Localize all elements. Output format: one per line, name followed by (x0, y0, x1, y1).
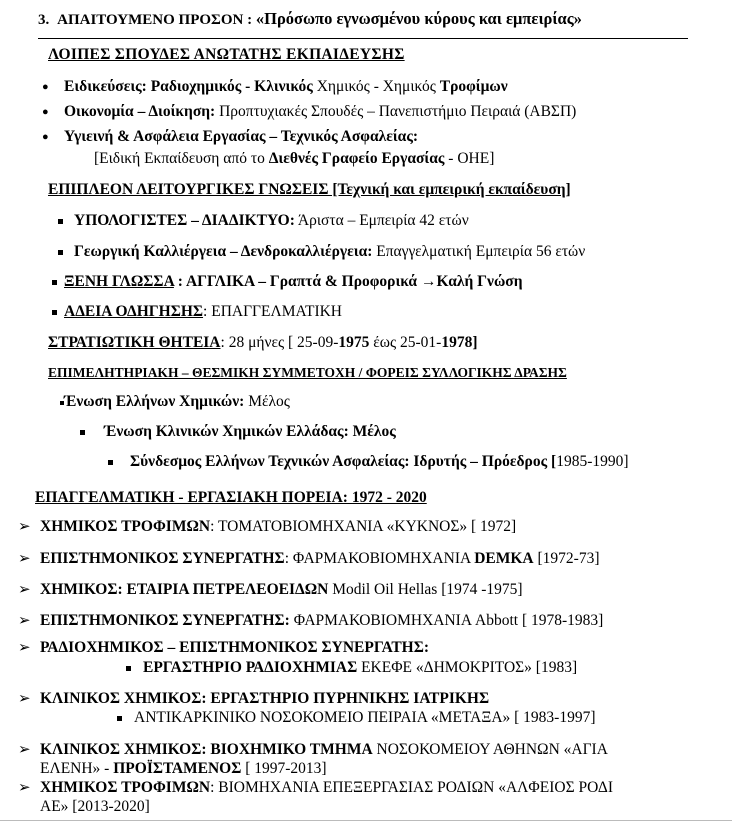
square-bullet-icon (108, 460, 113, 465)
square-bullet-icon (52, 280, 57, 285)
studies-heading: ΛΟΙΠΕΣ ΣΠΟΥΔΕΣ ΑΝΩΤΑΤΗΣ ΕΚΠΑΙΔΕΥΣΗΣ (48, 46, 405, 63)
career-item: ΧΗΜΙΚΟΣ: ΕΤΑΙΡΙΑ ΠΕΤΡΕΛΕΟΕΙΔΩΝ Modil Oil Hellas [1974 -1975] (40, 581, 523, 598)
assoc-item: Ένωση Κλινικών Χημικών Ελλάδας: Μέλος (104, 423, 396, 440)
square-bullet-icon (52, 310, 57, 315)
bullet-icon: ● (42, 106, 49, 118)
arrowhead-bullet-icon: ➢ (18, 582, 31, 598)
square-bullet-icon (126, 666, 131, 671)
skills-item: ΑΔΕΙΑ ΟΔΗΓΗΣΗΣ: ΕΠΑΓΓΕΛΜΑΤΙΚΗ (64, 303, 343, 320)
studies-item: Οικονομία – Διοίκηση: Προπτυχιακές Σπουδές – Πανεπιστήμιο Πειραιά (ΑΒΣΠ) (64, 103, 577, 120)
arrowhead-bullet-icon: ➢ (18, 780, 31, 796)
studies-note: [Ειδική Εκπαίδευση από το Διεθνές Γραφείο Εργασίας - ΟΗΕ] (94, 150, 495, 167)
career-item: ΕΠΙΣΤΗΜΟΝΙΚΟΣ ΣΥΝΕΡΓΑΤΗΣ: ΦΑΡΜΑΚΟΒΙΟΜΗΧΑΝΙΑ DEMKA [1972-73] (40, 550, 600, 567)
skills-heading: ΕΠΙΠΛΕΟΝ ΛΕΙΤΟΥΡΓΙΚΕΣ ΓΝΩΣΕΙΣ [Τεχνική και εμπειρική εκπαίδευση] (48, 181, 571, 198)
studies-item: Υγιεινή & Ασφάλεια Εργασίας – Τεχνικός Ασφαλείας: (64, 128, 419, 145)
assoc-item: Ένωση Ελλήνων Χημικών: Μέλος (64, 393, 290, 410)
skills-item: ΥΠΟΛΟΓΙΣΤΕΣ – ΔΙΑΔΙΚΤΥΟ: Άριστα – Εμπειρία 42 ετών (74, 212, 469, 229)
right-arrow-icon: → (420, 273, 437, 290)
career-heading: ΕΠΑΓΓΕΛΜΑΤΙΚΗ - ΕΡΓΑΣΙΑΚΗ ΠΟΡΕΙΑ: 1972 - 2020 (35, 489, 427, 506)
square-bullet-icon (80, 430, 85, 435)
skills-item: ΞΕΝΗ ΓΛΩΣΣΑ : ΑΓΓΛΙΚΑ – Γραπτά & Προφορικά →Καλή Γνώση (64, 273, 523, 290)
bullet-icon: ● (42, 131, 49, 143)
square-bullet-icon (117, 716, 122, 721)
arrowhead-bullet-icon: ➢ (18, 551, 31, 567)
arrowhead-bullet-icon: ➢ (18, 519, 31, 535)
career-item: ΚΛΙΝΙΚΟΣ ΧΗΜΙΚΟΣ: ΒΙΟΧΗΜΙΚΟ ΤΜΗΜΑ ΝΟΣΟΚΟΜΕΙΟΥ ΑΘΗΝΩΝ «ΑΓΙΑ (40, 741, 608, 758)
square-bullet-icon (58, 250, 63, 255)
arrowhead-bullet-icon: ➢ (18, 640, 31, 656)
assoc-item: Σύνδεσμος Ελλήνων Τεχνικών Ασφαλείας: Ιδρυτής – Πρόεδρος [1985-1990] (130, 453, 629, 470)
page-bottom-divider (0, 820, 732, 821)
career-item: ΚΛΙΝΙΚΟΣ ΧΗΜΙΚΟΣ: ΕΡΓΑΣΤΗΡΙΟ ΠΥΡΗΝΙΚΗΣ ΙΑΤΡΙΚΗΣ (40, 690, 490, 707)
arrowhead-bullet-icon: ➢ (18, 691, 31, 707)
bullet-icon: ● (42, 81, 49, 93)
assoc-heading: ΕΠΙΜΕΛΗΤΗΡΙΑΚΗ – ΘΕΣΜΙΚΗ ΣΥΜΜΕΤΟΧΗ / ΦΟΡΕΙΣ ΣΥΛΛΟΓΙΚΗΣ ΔΡΑΣΗΣ (48, 365, 567, 380)
career-item: ΧΗΜΙΚΟΣ ΤΡΟΦΙΜΩΝ: ΤΟΜΑΤΟΒΙΟΜΗΧΑΝΙΑ «ΚΥΚΝΟΣ» [ 1972] (40, 518, 517, 535)
square-bullet-icon (58, 219, 63, 224)
military-service: ΣΤΡΑΤΙΩΤΙΚΗ ΘΗΤΕΙΑ: 28 μήνες [ 25-09-1975 έως 25-01-1978] (48, 334, 478, 351)
skills-item: Γεωργική Καλλιέργεια – Δενδροκαλλιέργεια: Επαγγελματική Εμπειρία 56 ετών (74, 243, 586, 260)
career-item: ΧΗΜΙΚΟΣ ΤΡΟΦΙΜΩΝ: ΒΙΟΜΗΧΑΝΙΑ ΕΠΕΞΕΡΓΑΣΙΑΣ ΡΟΔΙΩΝ «ΑΛΦΕΙΟΣ ΡΟΔΙ (40, 779, 614, 796)
section-title: 3. ΑΠΑΙΤΟΥΜΕΝΟ ΠΡΟΣΟΝ : «Πρόσωπο εγνωσμένου κύρους και εμπειρίας» (38, 9, 582, 28)
career-subitem: ΑΝΤΙΚΑΡΚΙΝΙΚΟ ΝΟΣΟΚΟΜΕΙΟ ΠΕΙΡΑΙΑ «ΜΕΤΑΞΑ» [ 1983-1997] (134, 709, 596, 726)
career-item-continued: ΕΛΕΝΗ» - ΠΡΟΪΣΤΑΜΕΝΟΣ [ 1997-2013] (40, 760, 327, 777)
career-subitem: ΕΡΓΑΣΤΗΡΙΟ ΡΑΔΙΟΧΗΜΙΑΣ ΕΚΕΦΕ «ΔΗΜΟΚΡΙΤΟΣ» [1983] (143, 659, 578, 676)
arrowhead-bullet-icon: ➢ (18, 613, 31, 629)
career-item: ΕΠΙΣΤΗΜΟΝΙΚΟΣ ΣΥΝΕΡΓΑΤΗΣ: ΦΑΡΜΑΚΟΒΙΟΜΗΧΑΝΙΑ Abbott [ 1978-1983] (40, 612, 604, 629)
arrowhead-bullet-icon: ➢ (18, 742, 31, 758)
career-item: ΡΑΔΙΟΧΗΜΙΚΟΣ – ΕΠΙΣΤΗΜΟΝΙΚΟΣ ΣΥΝΕΡΓΑΤΗΣ: (40, 639, 430, 656)
title-rule (38, 38, 688, 39)
studies-item: Ειδικεύσεις: Ραδιοχημικός - Κλινικός Χημικός - Χημικός Τροφίμων (64, 78, 508, 95)
career-item-continued: ΑΕ» [2013-2020] (40, 798, 150, 815)
